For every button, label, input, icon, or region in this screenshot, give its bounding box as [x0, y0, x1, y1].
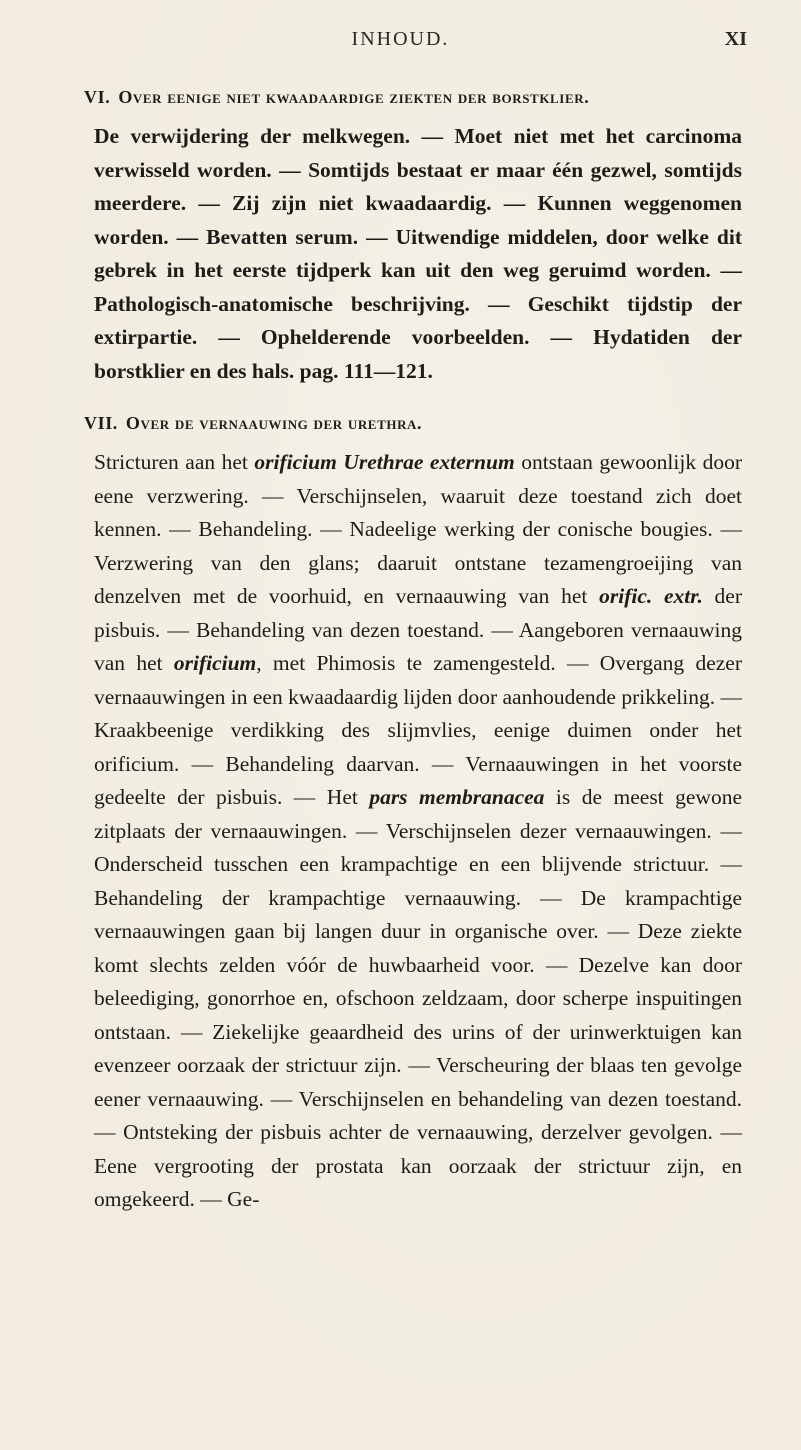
table-of-contents [84, 80, 743, 1217]
summary-segment: der pisbuis. — Behandeling van dezen toestand. — Aangeboren vernaauwing van het [94, 584, 743, 675]
latin-term: pars membranacea [369, 785, 545, 809]
section-heading [84, 80, 742, 114]
section-heading [84, 406, 742, 440]
toc-section-vi [84, 80, 742, 388]
section-summary [94, 120, 742, 388]
latin-term: orificium Urethrae externum [254, 450, 515, 474]
summary-segment: Stricturen aan het [94, 450, 255, 474]
toc-section-vii [84, 406, 743, 1217]
section-summary [94, 446, 742, 1217]
summary-segment: ontstaan gewoonlijk door eene verzwering. — Verschijnselen, waaruit deze toestand zich doet kennen. — Behandeling. — Nadeelige werking der conische bougies. — Verzwering van den glans; daaruit ontstane tezamengroeijing van denzelven met de voorhuid, en vernaauwing van het [94, 450, 742, 608]
page-header [0, 22, 801, 62]
summary-segment: , met Phimosis te zamengesteld. — Overgang dezer vernaauwingen in een kwaadaardig lijden door aanhoudende prikkeling. — Kraakbeenige verdikking des slijmvlies, eenige duimen onder het orificium. — Behandeling daarvan. — Vernaauwingen in het voorste gedeelte der pisbuis. — Het [94, 651, 742, 809]
page-number: XI [724, 28, 747, 50]
running-head: INHOUD. [351, 28, 450, 50]
page-reference: pag. 111—121. [299, 358, 433, 383]
section-summary-text: De verwijdering der melkwegen. — Moet niet met het carcinoma verwisseld worden. — Somtijds bestaat er maar één gezwel, somtijds meerdere. — Zij zijn niet kwaadaardig. — Kunnen weggenomen worden. — Bevatten serum. — Uitwendige middelen, door welke dit gebrek in het eerste tijdperk kan uit den weg geruimd worden. — Pathologisch-anatomische beschrijving. — Geschikt tijdstip der extirpartie. — Ophelderende voorbeelden. — Hydatiden der borstklier en des hals. [94, 124, 742, 383]
section-number: VII. [84, 413, 118, 433]
section-title: Over de vernaauwing der urethra. [125, 413, 423, 433]
summary-segment: is de meest gewone zitplaats der vernaauwingen. — Verschijnselen dezer vernaauwingen. — Onderscheid tusschen een krampachtige en een blijvende strictuur. — Behandeling der krampachtige vernaauwing. — De krampachtige vernaauwingen gaan bij langen duur in organische over. — Deze ziekte komt slechts zelden vóór de huwbaarheid voor. — Dezelve kan door beleediging, gonorrhoe en, ofschoon zeldzaam, door scherpe inspuitingen ontstaan. — Ziekelijke geaardheid des urins of der urinwerktuigen kan evenzeer oorzaak der strictuur zijn. — Verscheuring der blaas ten gevolge eener vernaauwing. — Verschijnselen en behandeling van dezen toestand. — Ontsteking der pisbuis achter de vernaauwing, derzelver gevolgen. — Eene vergrooting der prostata kan oorzaak der strictuur zijn, en omgekeerd. — Ge- [94, 785, 742, 1211]
section-number: VI. [84, 87, 111, 107]
latin-term: orificium [173, 651, 257, 675]
section-title: Over eenige niet kwaadaardige ziekten der borstklier. [118, 87, 590, 107]
latin-term: orific. extr. [599, 584, 703, 608]
